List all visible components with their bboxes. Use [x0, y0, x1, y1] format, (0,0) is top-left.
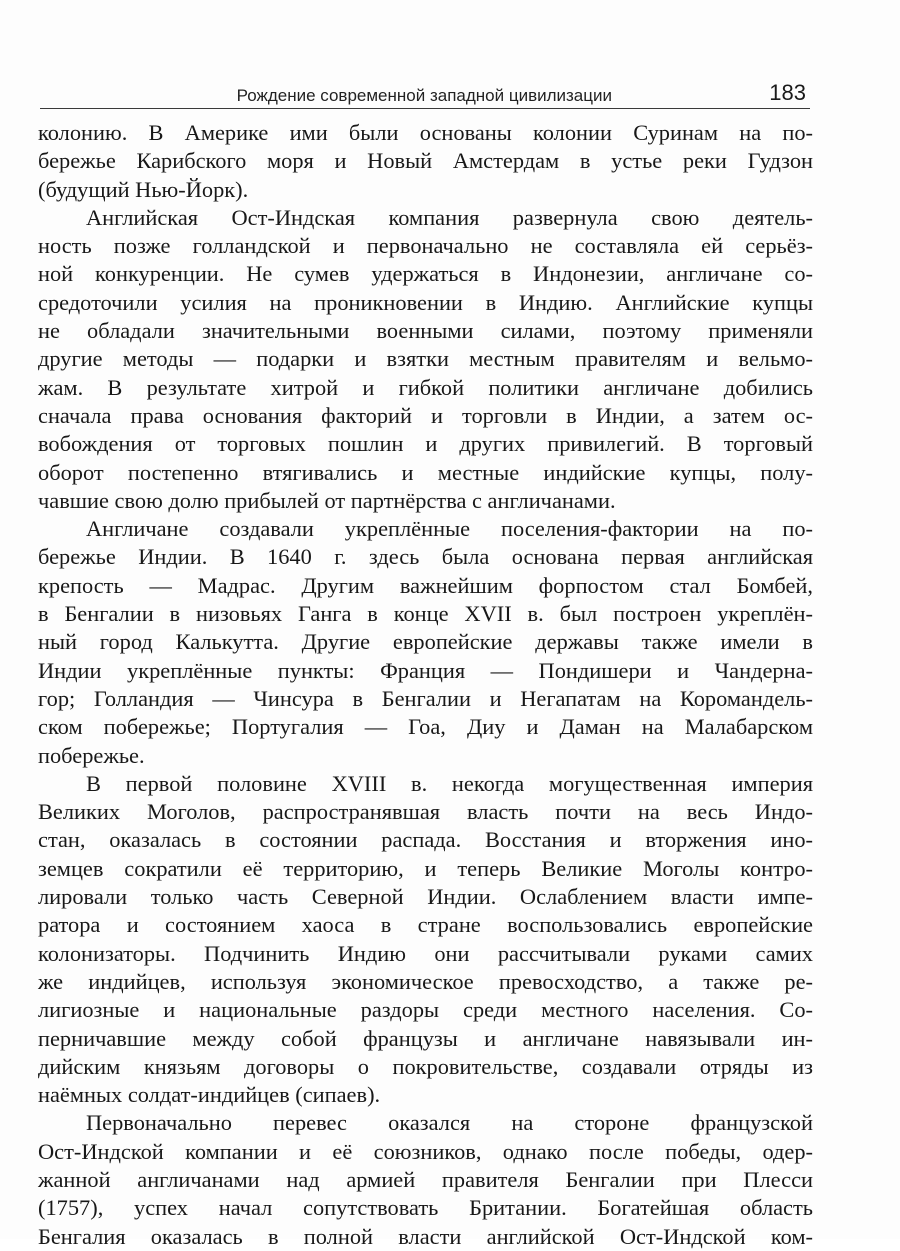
text-line: в Бенгалии в низовьях Ганга в конце XVII в. был построен укреплён-	[38, 601, 813, 627]
text-line: лигиозные и национальные раздоры среди местного населения. Со-	[38, 997, 813, 1023]
text-line: дийским князьям договоры о покровительстве, создавали отряды из	[38, 1053, 813, 1079]
text-line: Индии укреплённые пункты: Франция — Пондишери и Чандерна-	[38, 657, 813, 683]
text-line: не обладали значительными военными силами, поэтому применяли	[38, 318, 813, 344]
text-line: крепость — Мадрас. Другим важнейшим форпостом стал Бомбей,	[38, 572, 813, 598]
text-line: ной конкуренции. Не сумев удержаться в Индонезии, англичане со-	[38, 261, 813, 287]
text-line: Великих Моголов, распространявшая власть почти на весь Индо-	[38, 799, 813, 825]
running-header	[40, 74, 810, 109]
paragraph	[38, 515, 813, 770]
paragraph	[38, 204, 813, 515]
body-text	[38, 119, 813, 1251]
text-line: средоточили усилия на проникновении в Индию. Английские купцы	[38, 289, 813, 315]
text-line: ный город Калькутта. Другие европейские державы также имели в	[38, 629, 813, 655]
text-line: бережье Индии. В 1640 г. здесь была основана первая английская	[38, 544, 813, 570]
text-line: сначала права основания факторий и торговли в Индии, а затем ос-	[38, 402, 813, 428]
page-number: 183	[769, 80, 806, 105]
text-line: Ост-Индской компании и её союзников, однако после победы, одер-	[38, 1138, 813, 1164]
paragraph	[38, 1109, 813, 1250]
text-line: лировали только часть Северной Индии. Ослаблением власти импе-	[38, 884, 813, 910]
text-line: побережье.	[38, 742, 145, 768]
paragraph	[38, 119, 813, 204]
text-line: оборот постепенно втягивались и местные индийские купцы, полу-	[38, 459, 813, 485]
text-line: земцев сократили её территорию, и теперь Великие Моголы контро-	[38, 855, 813, 881]
text-line: ском побережье; Португалия — Гоа, Диу и Даман на Малабарском	[38, 714, 813, 740]
text-line: (1757), успех начал сопутствовать Британии. Богатейшая область	[38, 1195, 813, 1221]
running-title: Рождение современной западной цивилизации	[236, 86, 612, 105]
text-line: наёмных солдат-индийцев (сипаев).	[38, 1082, 381, 1108]
text-line: (будущий Нью-Йорк).	[38, 176, 249, 202]
text-line: другие методы — подарки и взятки местным правителям и вельмо-	[38, 346, 813, 372]
text-line: Первоначально перевес оказался на стороне французской	[86, 1110, 813, 1136]
text-line: ность позже голландской и первоначально не составляла ей серьёз-	[38, 233, 813, 259]
text-line: перничавшие между собой французы и англичане навязывали ин-	[38, 1025, 813, 1051]
text-line: жам. В результате хитрой и гибкой политики англичане добились	[38, 374, 813, 400]
text-line: стан, оказалась в состоянии распада. Восстания и вторжения ино-	[38, 827, 813, 853]
text-line: колонию. В Америке ими были основаны колонии Суринам на по-	[38, 120, 813, 145]
text-line: Английская Ост-Индская компания развернула свою деятель-	[86, 204, 813, 230]
text-line: ратора и состоянием хаоса в стране воспользовались европейские	[38, 912, 813, 938]
text-line: Бенгалия оказалась в полной власти английской Ост-Индской ком-	[38, 1223, 813, 1249]
text-line: чавшие свою долю прибылей от партнёрства с англичанами.	[38, 487, 616, 513]
paragraph	[38, 770, 813, 1110]
text-line: вобождения от торговых пошлин и других привилегий. В торговый	[38, 431, 813, 457]
text-line: бережье Карибского моря и Новый Амстердам в устье реки Гудзон	[38, 148, 813, 174]
text-line: же индийцев, используя экономическое превосходство, а также ре-	[38, 968, 813, 994]
text-line: В первой половине XVIII в. некогда могущественная империя	[86, 770, 813, 796]
text-line: жанной англичанами над армией правителя Бенгалии при Плесси	[38, 1166, 813, 1192]
text-line: колонизаторы. Подчинить Индию они рассчитывали руками самих	[38, 940, 813, 966]
text-line: Англичане создавали укреплённые поселения-фактории на по-	[86, 516, 813, 542]
text-line: гор; Голландия — Чинсура в Бенгалии и Негапатам на Коромандель-	[38, 685, 813, 711]
